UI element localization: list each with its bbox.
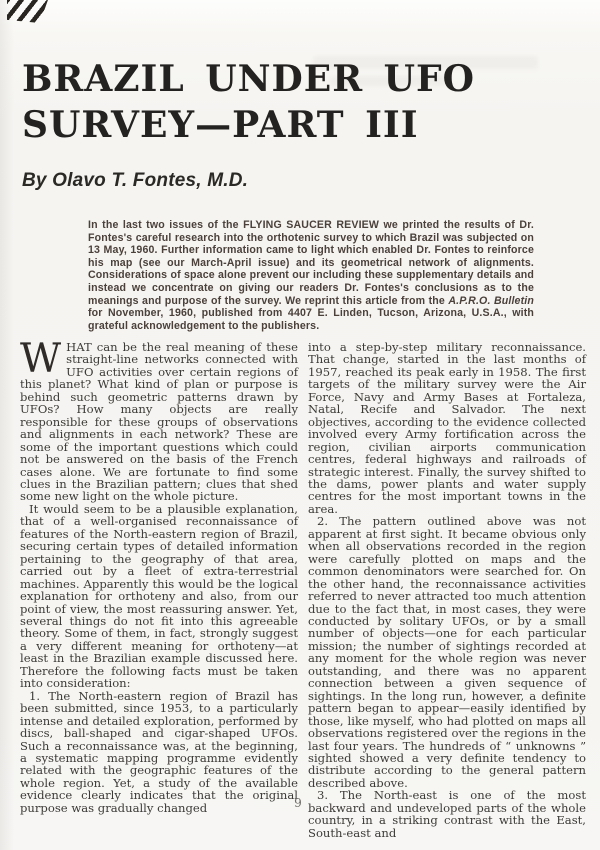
drop-cap: W	[20, 336, 62, 382]
body-right-column	[308, 341, 586, 839]
paragraph-numbered-2: 2. The pattern outlined above was not apparent at first sight. It became obvious only when all observations recorded in the region were carefully plotted on maps and the common denominators were searched for. On the other hand, the reconnaissance activities referred to never attracted too much attention due to the fact that, in most cases, they were conducted by solitary UFOs, or by a small number of objects—one for each particular mission; the number of sightings recorded at any moment for the whole region was never outstanding, and there was no apparent connection between a given sequence of sightings. In the long run, however, a definite pattern began to appear—easily identified by those, like myself, who had plotted on maps all observations registered over the regions in the last four years. The hundreds of “ unknowns ” sighted showed a very definite tendency to distribute according to the general pattern described above.	[308, 514, 586, 790]
page-number: 9	[294, 796, 302, 810]
paragraph: It would seem to be a plausible explanation, that of a well-organised reconnaissance of features of the North-eastern region of Brazil, securing certain types of detailed information pertaining to the geography of that area, carried out by a fleet of extra-terrestrial machines. Apparently this would be the logical explanation for orthoteny and also, from our point of view, the most reassuring answer. Yet, several things do not fit into this agreeable theory. Some of them, in fact, strongly suggest a very different meaning for orthoteny—at least in the Brazilian example discussed here. Therefore the following facts must be taken into consideration:	[20, 501, 298, 691]
paragraph-numbered-1: 1. The North-eastern region of Brazil has been submitted, since 1953, to a particularly intense and detailed exploration, performed by discs, ball-shaped and cigar-shaped UFOs. Such a reconnaissance was, at the beginning, a systematic mapping programme evidently related with the geographic features of the whole region. Yet, a study of the available evidence clearly indicates that the original purpose was gradually changed	[20, 688, 298, 815]
article-title-line2: SURVEY—PART III	[22, 104, 419, 146]
paragraph-numbered-3: 3. The North-east is one of the most backward and undeveloped parts of the whole country, in a striking contrast with the East, South-east and	[308, 788, 586, 840]
article-title	[22, 56, 582, 148]
body-columns	[20, 336, 586, 840]
intro-paragraph	[88, 219, 534, 332]
body-left-column	[20, 336, 298, 839]
paragraph-continuation: into a step-by-step military reconnaissance. That change, started in the last months of 1957, reached its peak early in 1958. The first targets of the military survey were the Air Force, Navy and Army Bases at Fortaleza, Natal, Recife and Salvador. The next objectives, according to the evidence collected involved every Army fortification across the region, civilian airports communication centres, federal highways and railroads of strategic interest. Finally, the survey shifted to the dams, power plants and water supply centres for the most important towns in the area.	[308, 340, 586, 516]
intro-italic-bulletin-name: A.P.R.O. Bulletin	[448, 294, 534, 307]
paragraph-opening-text: HAT can be the real meaning of these straight-line networks connected with UFO activities over certain regions of this planet? What kind of plan or purpose is behind such geometric patterns drawn by UFOs? How many objects are really responsible for these groups of observations and alignments in each network? These are some of the important questions which could not be answered on the basis of the French cases alone. We are fortunate to find some clues in the Brazilian pattern; clues that shed some new light on the whole picture.	[20, 340, 298, 504]
paragraph-opening	[20, 336, 298, 504]
intro-text-part2: for November, 1960, published from 4407 E. Linden, Tucson, Arizona, U.S.A., with grateful acknowledgement to the publishers.	[88, 307, 534, 332]
corner-hatch-mark	[7, 0, 49, 23]
article-byline: By Olavo T. Fontes, M.D.	[22, 170, 249, 191]
intro-text-part1: In the last two issues of the FLYING SAUCER REVIEW we printed the results of Dr. Fontes's careful research into the orthotenic survey to which Brazil was subjected on 13 May, 1960. Further information came to light which enabled Dr. Fontes to reinforce his map (see our March-April issue) and its geometrical network of alignments. Considerations of space alone prevent our including these supplementary details and instead we concentrate on giving our readers Dr. Fontes's conclusions as to the meanings and purpose of the survey. We reprint this article from the	[88, 219, 534, 307]
article-title-line1: BRAZIL UNDER UFO	[22, 58, 475, 100]
